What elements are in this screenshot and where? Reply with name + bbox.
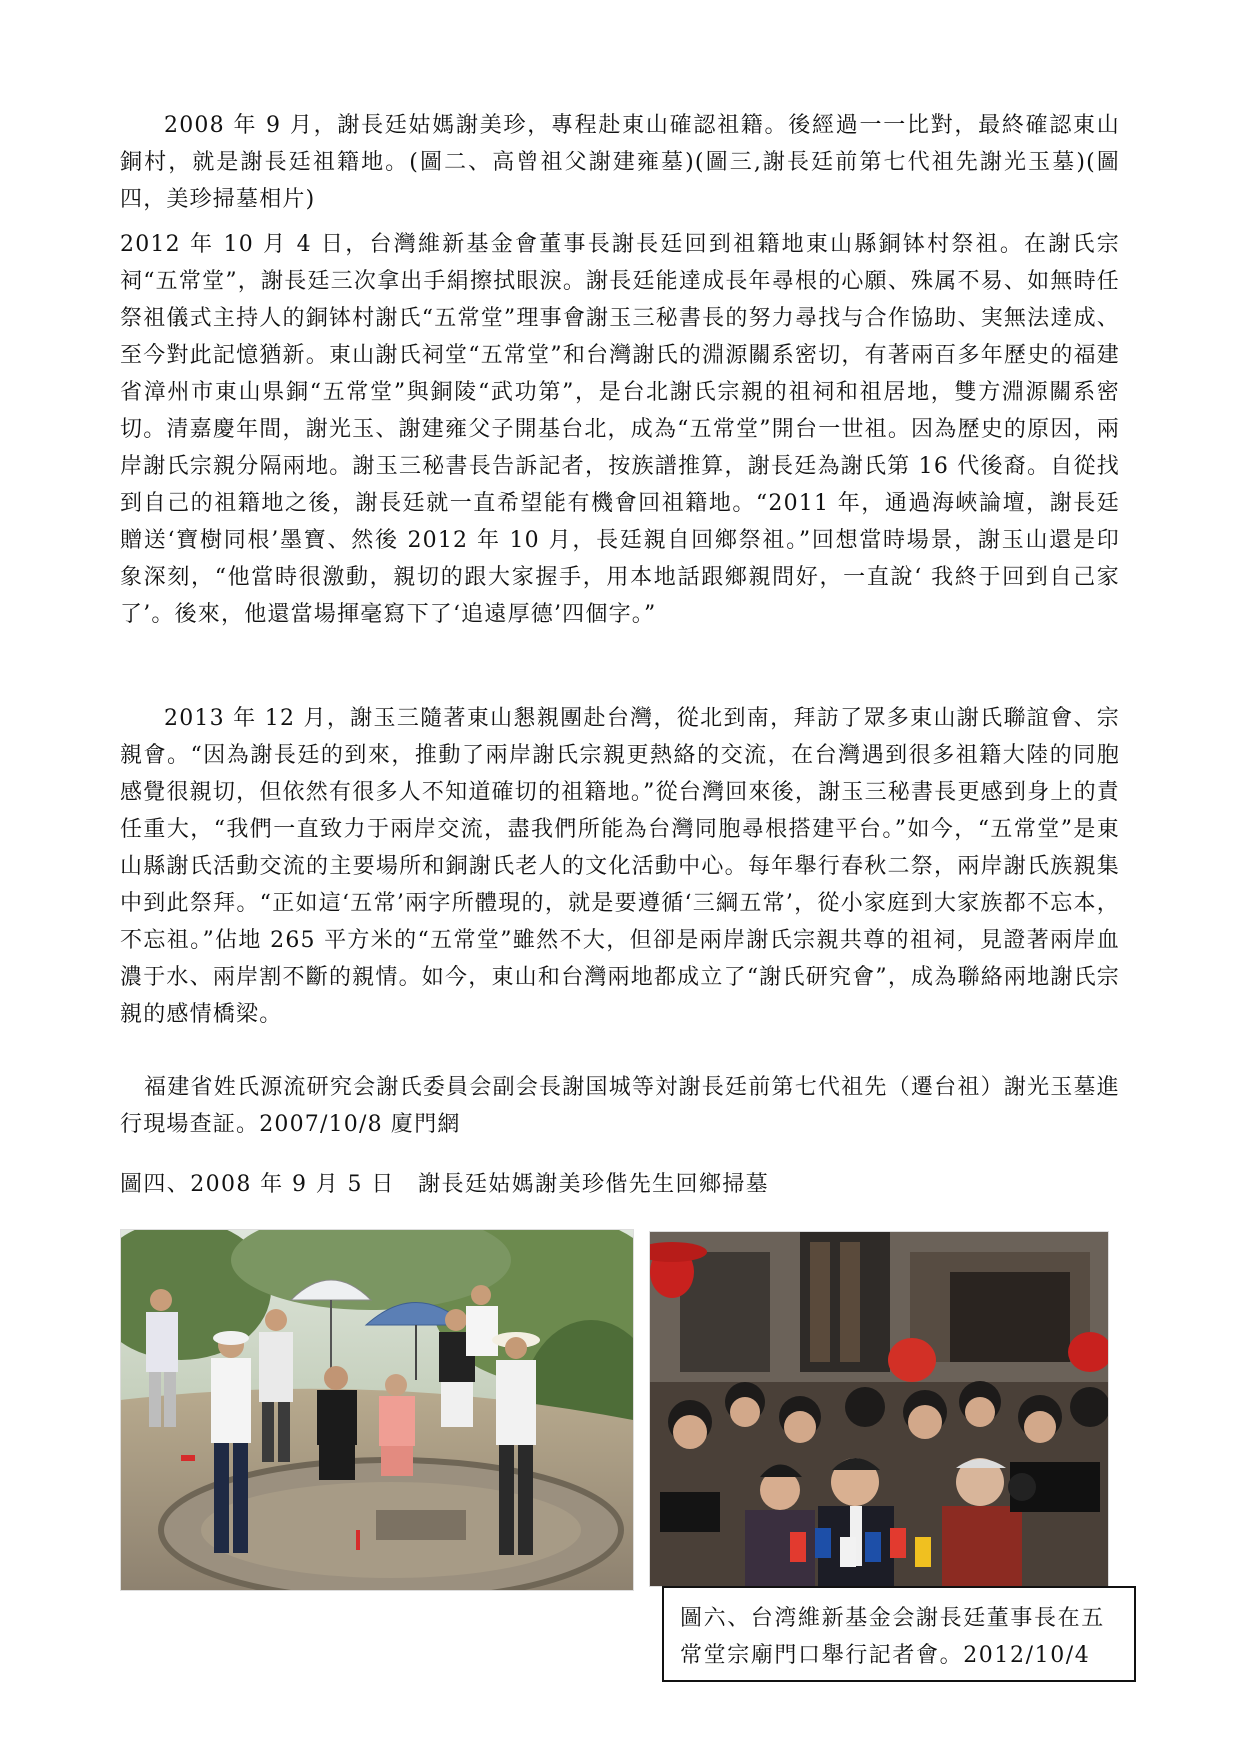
press-conference-photo — [649, 1231, 1109, 1587]
figure6-caption-box — [662, 1586, 1136, 1682]
graveside-photo — [120, 1229, 634, 1591]
paragraph-tomb-verification: 福建省姓氏源流研究会謝氏委員会副会長謝国城等対謝長廷前第七代祖先（遷台祖）謝光玉墓進行現場查証。2007/10/8 廈門網 — [120, 1075, 1120, 1137]
graveside-photo-icon — [121, 1230, 633, 1590]
press-conference-photo-icon — [650, 1232, 1108, 1586]
figure6-caption-line1: 圖六、台湾維新基金会謝長廷董事長在五 — [680, 1606, 1105, 1631]
figure6-caption-line2: 常堂宗廟門口舉行記者會。2012/10/4 — [680, 1643, 1091, 1668]
paragraph-genealogy-confirmation: 2008 年 9 月，謝長廷姑媽謝美珍，專程赴東山確認祖籍。後經過一一比對，最終確認東山銅村，就是謝長廷祖籍地。(圖二、高曾祖父謝建雍墓)(圖三,謝長廷前第七代祖先謝光玉墓)(圖四，美珍掃墓相片) — [120, 113, 1120, 212]
paragraph-ancestral-visit-2012: 2012 年 10 月 4 日，台灣維新基金會董事長謝長廷回到祖籍地東山縣銅钵村祭祖。在謝氏宗祠“五常堂”，謝長廷三次拿出手絹擦拭眼淚。謝長廷能達成長年尋根的心願、殊属不易、如無時任祭祖儀式主持人的銅钵村謝氏“五常堂”理事會謝玉三秘書長的努力尋找与合作協助、実無法達成、至今對此記憶猶新。東山謝氏祠堂“五常堂”和台灣謝氏的淵源關系密切，有著兩百多年歷史的福建省漳州市東山県銅“五常堂”與銅陵“武功第”，是台北謝氏宗親的祖祠和祖居地，雙方淵源關系密切。清嘉慶年間，謝光玉、謝建雍父子開基台北，成為“五常堂”開台一世祖。因為歷史的原因，兩岸謝氏宗親分隔兩地。謝玉三秘書長告訴記者，按族譜推算，謝長廷為謝氏第 16 代後裔。自從找到自己的祖籍地之後，謝長廷就一直希望能有機會回祖籍地。“2011 年，通過海峽論壇，謝長廷贈送‘寶樹同根’墨寶、然後 2012 年 10 月，長廷親自回鄉祭祖。”回想當時場景，謝玉山還是印象深刻，“他當時很激動，親切的跟大家握手，用本地話跟鄉親問好，一直說‘ 我終于回到自己家了’。後來，他還當場揮毫寫下了‘追遠厚德’四個字。” — [120, 232, 1120, 627]
figure4-caption: 圖四、2008 年 9 月 5 日 謝長廷姑媽謝美珍偕先生回鄉掃墓 — [120, 1172, 770, 1197]
paragraph-cross-strait-exchange-2013: 2013 年 12 月，謝玉三隨著東山懇親團赴台灣，從北到南，拜訪了眾多東山謝氏聯誼會、宗親會。“因為謝長廷的到來，推動了兩岸謝氏宗親更熱絡的交流，在台灣遇到很多祖籍大陸的同胞感覺很親切，但依然有很多人不知道確切的祖籍地。”從台灣回來後，謝玉三秘書長更感到身上的責任重大，“我們一直致力于兩岸交流，盡我們所能為台灣同胞尋根搭建平台。”如今，“五常堂”是東山縣謝氏活動交流的主要場所和銅謝氏老人的文化活動中心。每年舉行春秋二祭，兩岸謝氏族親集中到此祭拜。“正如這‘五常’兩字所體現的，就是要遵循‘三綱五常’，從小家庭到大家族都不忘本，不忘祖。”佔地 265 平方米的“五常堂”雖然不大，但卻是兩岸謝氏宗親共尊的祖祠，見證著兩岸血濃于水、兩岸割不斷的親情。如今，東山和台灣兩地都成立了“謝氏研究會”，成為聯絡兩地謝氏宗親的感情橋梁。 — [120, 706, 1120, 1027]
